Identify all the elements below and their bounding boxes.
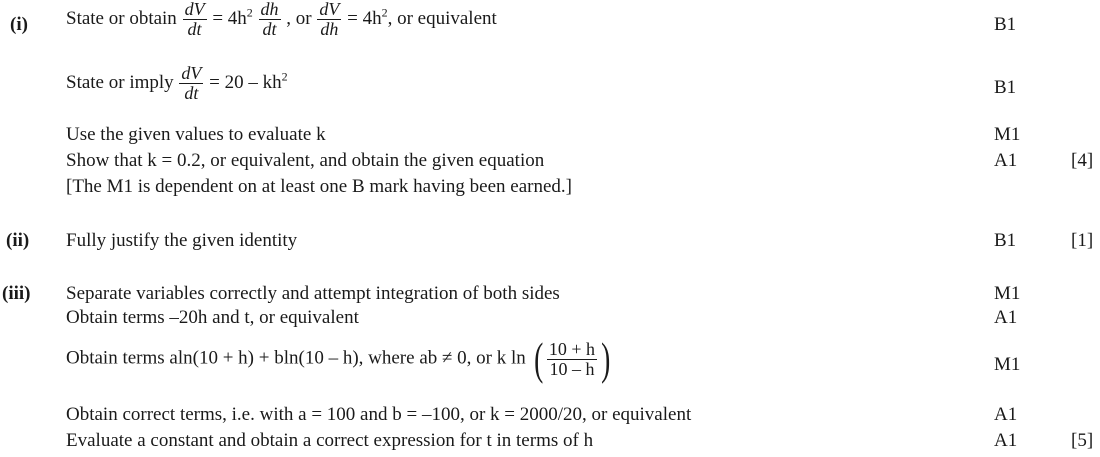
- iii-r3-prefix: Obtain terms aln(10 + h) + bln(10 – h), where ab ≠ 0, or k ln: [66, 347, 526, 369]
- i-r2-prefix: State or imply: [66, 71, 174, 93]
- frac-den: dt: [262, 18, 277, 39]
- mark-iii-r1: M1: [994, 283, 1021, 304]
- i-r1-eq2-sup: 2: [381, 5, 388, 20]
- iii-row-5: Evaluate a constant and obtain a correct expression for t in terms of h: [66, 430, 594, 451]
- mark-ii-r1: B1: [994, 230, 1017, 251]
- frac-num: dV: [184, 0, 205, 19]
- i-row-4: Show that k = 0.2, or equivalent, and obtain the given equation: [66, 150, 545, 171]
- mark-i-r3: M1: [994, 124, 1021, 145]
- fraction-dV-dt: [179, 64, 203, 103]
- frac-den: dt: [184, 82, 199, 103]
- frac-den: 10 – h: [549, 358, 595, 379]
- ii-row-1: Fully justify the given identity: [66, 230, 298, 251]
- fraction-10ph-10mh: [547, 340, 597, 379]
- i-r1-suffix: , or equivalent: [387, 7, 497, 29]
- i-row-2: [66, 64, 288, 103]
- i-r1-eq1: = 4h: [212, 7, 247, 29]
- total-ii: [1]: [1071, 230, 1094, 251]
- parenthesized-fraction: [531, 333, 614, 384]
- part-label-i: (i): [10, 14, 28, 35]
- i-row-5: [The M1 is dependent on at least one B mark having been earned.]: [66, 176, 572, 197]
- i-r2-eq-sup: 2: [281, 69, 288, 84]
- mark-iii-r3: M1: [994, 354, 1021, 375]
- iii-row-1: Separate variables correctly and attempt integration of both sides: [66, 283, 560, 304]
- mark-i-r2: B1: [994, 77, 1017, 98]
- mark-iii-r2: A1: [994, 307, 1018, 328]
- i-r1-eq2: = 4h: [347, 7, 382, 29]
- fraction-dh-dt: [259, 0, 281, 39]
- i-r1-or: , or: [286, 7, 312, 29]
- i-r1-eq1-sup: 2: [246, 5, 253, 20]
- fraction-dV-dh: [317, 0, 341, 39]
- part-label-iii: (iii): [2, 283, 31, 304]
- i-row-1: [66, 0, 497, 39]
- total-i: [4]: [1071, 150, 1094, 171]
- iii-row-4: Obtain correct terms, i.e. with a = 100 and b = –100, or k = 2000/20, or equivalent: [66, 404, 692, 425]
- mark-iii-r4: A1: [994, 404, 1018, 425]
- fraction-dV-dt: [183, 0, 207, 39]
- frac-den: dh: [320, 18, 339, 39]
- iii-row-2: Obtain terms –20h and t, or equivalent: [66, 307, 359, 328]
- total-iii: [5]: [1071, 430, 1094, 451]
- mark-iii-r5: A1: [994, 430, 1018, 451]
- mark-i-r4: A1: [994, 150, 1018, 171]
- i-row-3: Use the given values to evaluate k: [66, 124, 326, 145]
- i-r1-prefix: State or obtain: [66, 7, 177, 29]
- mark-i-r1: B1: [994, 14, 1017, 35]
- frac-num: dV: [181, 63, 202, 83]
- frac-den: dt: [187, 18, 202, 39]
- part-label-ii: (ii): [6, 230, 30, 251]
- frac-num: 10 + h: [548, 338, 596, 359]
- left-paren: (: [533, 333, 543, 384]
- i-r2-eq: = 20 – kh: [209, 71, 282, 93]
- right-paren: ): [601, 333, 611, 384]
- frac-num: dh: [260, 0, 279, 19]
- frac-num: dV: [319, 0, 340, 19]
- iii-row-3: [66, 333, 613, 384]
